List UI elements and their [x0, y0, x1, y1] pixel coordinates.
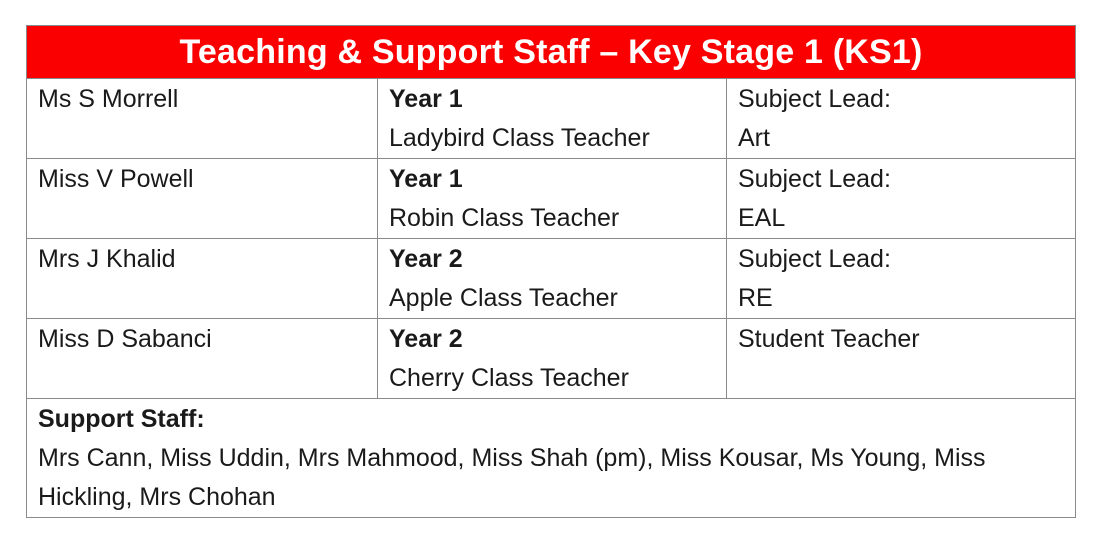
role-line-1: Student Teacher [738, 325, 920, 353]
staff-name-cell [27, 79, 378, 159]
support-staff-heading: Support Staff: [38, 405, 205, 433]
year-label: Year 1 [389, 165, 463, 193]
table-row [27, 79, 1076, 159]
class-cell [378, 239, 727, 319]
year-label: Year 1 [389, 85, 463, 113]
role-cell [727, 319, 1076, 399]
class-cell [378, 319, 727, 399]
staff-name: Mrs J Khalid [38, 245, 176, 273]
title-row [27, 26, 1076, 79]
staff-name: Ms S Morrell [38, 85, 179, 113]
role-cell [727, 239, 1076, 319]
class-cell [378, 79, 727, 159]
staff-name: Miss D Sabanci [38, 325, 212, 353]
support-row [27, 399, 1076, 518]
role-line-1: Subject Lead: [738, 245, 891, 273]
year-label: Year 2 [389, 245, 463, 273]
class-cell [378, 159, 727, 239]
support-staff-cell [27, 399, 1076, 518]
staff-name-cell [27, 159, 378, 239]
role-line-1: Subject Lead: [738, 165, 891, 193]
role-line-2: EAL [738, 204, 786, 232]
table-row [27, 239, 1076, 319]
role-line-2: Art [738, 124, 770, 152]
class-label: Cherry Class Teacher [389, 364, 629, 392]
role-line-2: RE [738, 284, 773, 312]
table-row [27, 319, 1076, 399]
table-title: Teaching & Support Staff – Key Stage 1 (KS1) [27, 26, 1076, 79]
staff-table [26, 25, 1076, 518]
staff-name-cell [27, 319, 378, 399]
year-label: Year 2 [389, 325, 463, 353]
class-label: Robin Class Teacher [389, 204, 620, 232]
staff-name: Miss V Powell [38, 165, 194, 193]
support-staff-names: Mrs Cann, Miss Uddin, Mrs Mahmood, Miss Shah (pm), Miss Kousar, Ms Young, Miss Hickling, Mrs Chohan [38, 444, 986, 511]
class-label: Ladybird Class Teacher [389, 124, 650, 152]
role-cell [727, 159, 1076, 239]
role-cell [727, 79, 1076, 159]
class-label: Apple Class Teacher [389, 284, 618, 312]
role-line-1: Subject Lead: [738, 85, 891, 113]
table-row [27, 159, 1076, 239]
staff-name-cell [27, 239, 378, 319]
